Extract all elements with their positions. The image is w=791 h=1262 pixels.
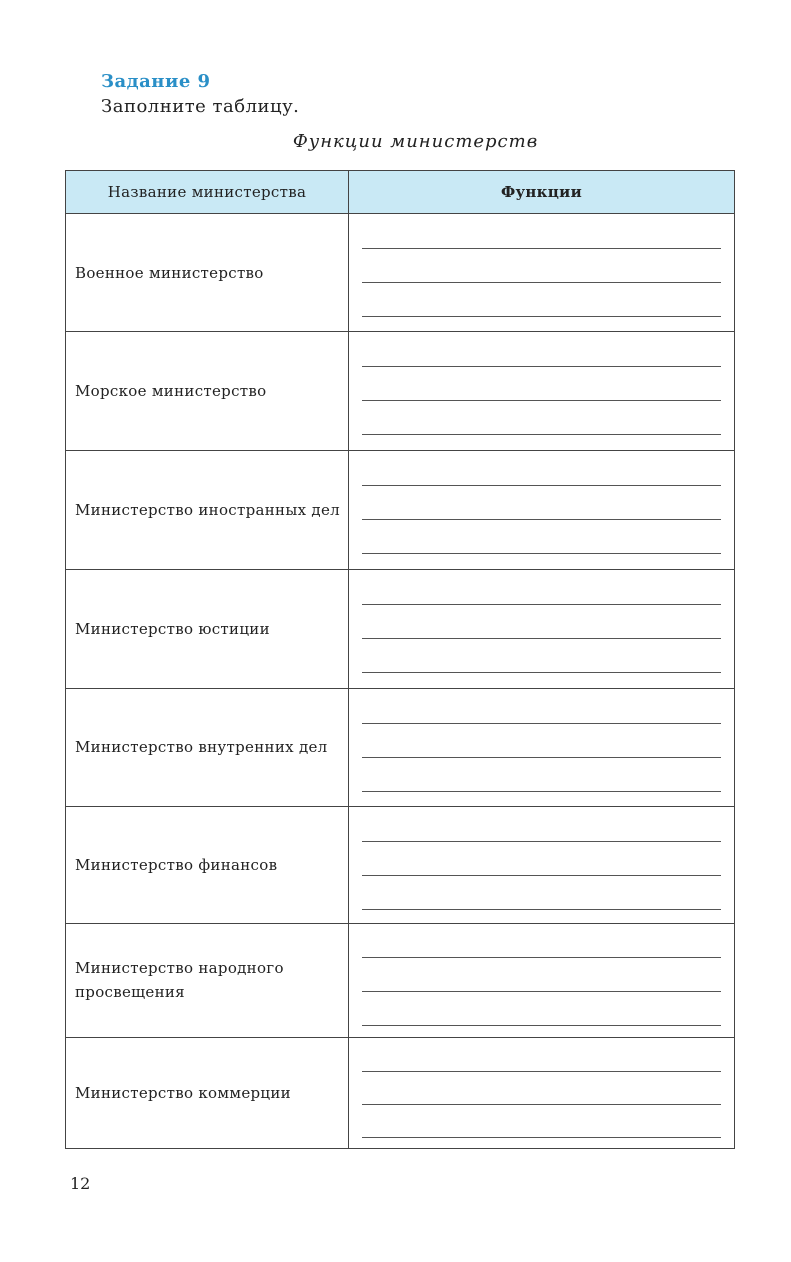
answer-line[interactable]	[362, 672, 721, 673]
ministry-name-cell: Морское министерство	[66, 332, 349, 451]
answer-line[interactable]	[362, 434, 721, 435]
answer-line[interactable]	[362, 316, 721, 317]
functions-answer-cell[interactable]	[349, 214, 735, 332]
answer-lines	[349, 1038, 734, 1148]
table-row	[66, 1037, 735, 1148]
ministry-name-cell: Министерство иностранных дел	[66, 451, 349, 570]
functions-answer-cell[interactable]	[349, 332, 735, 451]
answer-line[interactable]	[362, 1071, 721, 1072]
answer-lines	[349, 689, 734, 806]
answer-line[interactable]	[362, 909, 721, 910]
ministry-name-cell: Министерство финансов	[66, 806, 349, 923]
answer-lines	[349, 807, 734, 923]
table-row	[66, 923, 735, 1037]
answer-lines	[349, 924, 734, 1037]
answer-line[interactable]	[362, 991, 721, 992]
functions-answer-cell[interactable]	[349, 451, 735, 570]
task-instruction: Заполните таблицу.	[101, 96, 300, 117]
ministry-name-cell: Министерство коммерции	[66, 1037, 349, 1148]
answer-line[interactable]	[362, 791, 721, 792]
answer-lines	[349, 570, 734, 687]
table-row	[66, 688, 735, 806]
answer-lines	[349, 214, 734, 331]
table-header-row	[66, 171, 735, 214]
header-ministry-name: Название министерства	[66, 171, 349, 214]
answer-line[interactable]	[362, 282, 721, 283]
functions-answer-cell[interactable]	[349, 688, 735, 806]
answer-line[interactable]	[362, 553, 721, 554]
functions-answer-cell[interactable]	[349, 1037, 735, 1148]
ministry-name-cell: Министерство юстиции	[66, 570, 349, 688]
ministry-name-cell: Военное министерство	[66, 214, 349, 332]
header-functions: Функции	[349, 171, 735, 214]
table-row	[66, 214, 735, 332]
answer-lines	[349, 332, 734, 450]
functions-answer-cell[interactable]	[349, 806, 735, 923]
answer-line[interactable]	[362, 841, 721, 842]
answer-line[interactable]	[362, 519, 721, 520]
task-title: Задание 9	[101, 71, 211, 92]
answer-line[interactable]	[362, 638, 721, 639]
ministries-table	[65, 170, 735, 1149]
answer-line[interactable]	[362, 1137, 721, 1138]
answer-line[interactable]	[362, 757, 721, 758]
table-caption: Функции министерств	[292, 131, 539, 152]
ministry-name-cell: Министерство внутренних дел	[66, 688, 349, 806]
answer-line[interactable]	[362, 1025, 721, 1026]
answer-line[interactable]	[362, 957, 721, 958]
table-row	[66, 570, 735, 688]
answer-line[interactable]	[362, 875, 721, 876]
answer-line[interactable]	[362, 366, 721, 367]
answer-line[interactable]	[362, 248, 721, 249]
answer-line[interactable]	[362, 723, 721, 724]
ministry-name-cell: Министерство народного просвещения	[66, 923, 349, 1037]
functions-answer-cell[interactable]	[349, 923, 735, 1037]
table-row	[66, 806, 735, 923]
answer-line[interactable]	[362, 604, 721, 605]
answer-line[interactable]	[362, 485, 721, 486]
answer-lines	[349, 451, 734, 569]
answer-line[interactable]	[362, 1104, 721, 1105]
table-row	[66, 332, 735, 451]
table-row	[66, 451, 735, 570]
page-number: 12	[70, 1174, 91, 1193]
answer-line[interactable]	[362, 400, 721, 401]
functions-answer-cell[interactable]	[349, 570, 735, 688]
